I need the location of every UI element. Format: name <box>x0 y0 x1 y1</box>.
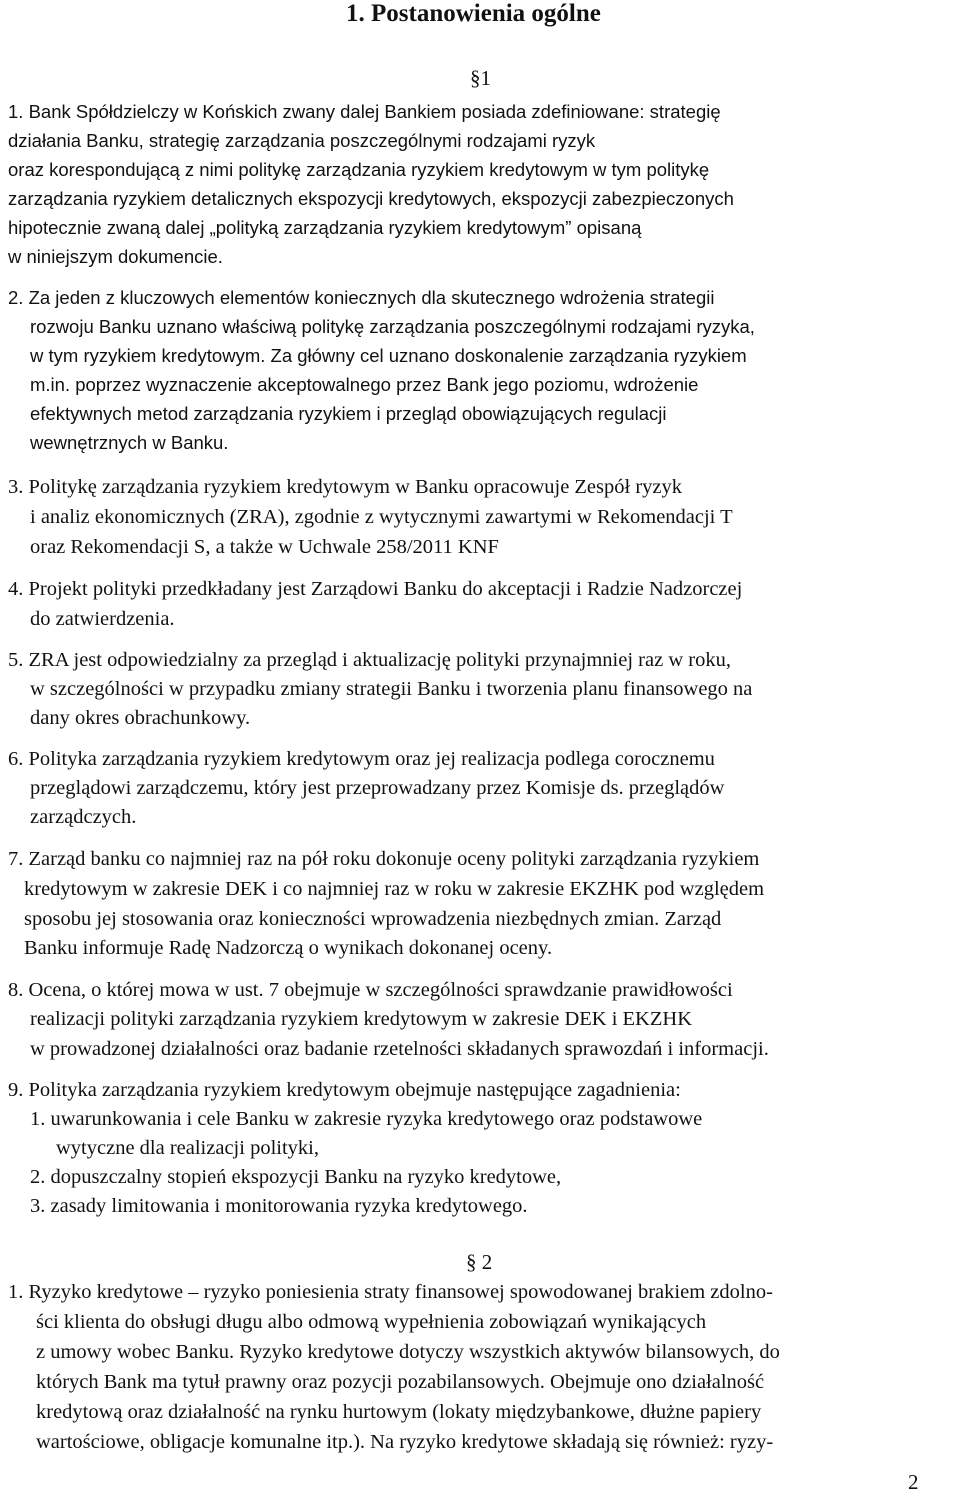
paragraph-line: hipotecznie zwaną dalej „polityką zarządzania ryzykiem kredytowym” opisaną <box>8 217 642 238</box>
paragraph-line: do zatwierdzenia. <box>30 608 175 630</box>
section-1-heading: §1 <box>470 66 491 90</box>
paragraph-line: Banku informuje Radę Nadzorczą o wynikach dokonanej oceny. <box>24 937 553 959</box>
paragraph-line: 1. Bank Spółdzielczy w Końskich zwany dalej Bankiem posiada zdefiniowane: strategię <box>8 101 721 122</box>
paragraph-line: kredytową oraz działalność na rynku hurtowym (lokaty międzybankowe, dłużne papiery <box>36 1401 762 1423</box>
paragraph-line: 9. Polityka zarządzania ryzykiem kredytowym obejmuje następujące zagadnienia: <box>8 1079 681 1101</box>
paragraph-line: 8. Ocena, o której mowa w ust. 7 obejmuje w szczególności sprawdzanie prawidłowości <box>8 979 733 1001</box>
paragraph-line: 1. Ryzyko kredytowe – ryzyko poniesienia straty finansowej spowodowanej brakiem zdolno- <box>8 1281 773 1303</box>
paragraph-line: i analiz ekonomicznych (ZRA), zgodnie z wytycznymi zawartymi w Rekomendacji T <box>30 506 733 528</box>
list-item: 2. dopuszczalny stopień ekspozycji Banku na ryzyko kredytowe, <box>30 1166 562 1188</box>
paragraph-line: przeglądowi zarządczemu, który jest przeprowadzany przez Komisje ds. przeglądów <box>30 777 725 799</box>
page-title: 1. Postanowienia ogólne <box>346 0 601 27</box>
section-2-heading: § 2 <box>466 1250 493 1274</box>
paragraph-line: ści klienta do obsługi długu albo odmową wypełnienia zobowiązań wynikających <box>36 1311 707 1333</box>
paragraph-line: 3. Politykę zarządzania ryzykiem kredytowym w Banku opracowuje Zespół ryzyk <box>8 476 683 498</box>
paragraph-line: 4. Projekt polityki przedkładany jest Zarządowi Banku do akceptacji i Radzie Nadzorczej <box>8 578 743 600</box>
paragraph-line: kredytowym w zakresie DEK i co najmniej raz w roku w zakresie EKZHK pod względem <box>24 878 765 900</box>
list-item-continuation: wytyczne dla realizacji polityki, <box>56 1137 319 1159</box>
paragraph-line: w tym ryzykiem kredytowym. Za główny cel uznano doskonalenie zarządzania ryzykiem <box>30 345 747 366</box>
paragraph-line: 2. Za jeden z kluczowych elementów koniecznych dla skutecznego wdrożenia strategii <box>8 287 715 308</box>
list-item: 3. zasady limitowania i monitorowania ryzyka kredytowego. <box>30 1195 528 1217</box>
paragraph-line: sposobu jej stosowania oraz konieczności wprowadzenia niezbędnych zmian. Zarząd <box>24 908 722 930</box>
page-number: 2 <box>908 1470 919 1494</box>
paragraph-line: oraz Rekomendacji S, a także w Uchwale 258/2011 KNF <box>30 536 499 558</box>
paragraph-line: efektywnych metod zarządzania ryzykiem i przegląd obowiązujących regulacji <box>30 403 667 424</box>
paragraph-line: zarządzania ryzykiem detalicznych ekspozycji kredytowych, ekspozycji zabezpieczonych <box>8 188 734 209</box>
paragraph-line: realizacji polityki zarządzania ryzykiem kredytowym w zakresie DEK i EKZHK <box>30 1008 692 1030</box>
paragraph-line: zarządczych. <box>30 806 137 828</box>
paragraph-line: wartościowe, obligacje komunalne itp.). Na ryzyko kredytowe składają się również: ryzy- <box>36 1431 774 1453</box>
paragraph-line: w szczególności w przypadku zmiany strategii Banku i tworzenia planu finansowego na <box>30 678 753 700</box>
paragraph-line: których Bank ma tytuł prawny oraz pozycji pozabilansowych. Obejmuje ono działalność <box>36 1371 765 1393</box>
paragraph-line: wewnętrznych w Banku. <box>30 432 229 453</box>
paragraph-line: rozwoju Banku uznano właściwą politykę zarządzania poszczególnymi rodzajami ryzyka, <box>30 316 755 337</box>
paragraph-line: działania Banku, strategię zarządzania poszczególnymi rodzajami ryzyk <box>8 130 596 151</box>
paragraph-line: w niniejszym dokumencie. <box>8 246 223 267</box>
paragraph-line: 5. ZRA jest odpowiedzialny za przegląd i aktualizację polityki przynajmniej raz w roku, <box>8 649 731 671</box>
paragraph-line: m.in. poprzez wyznaczenie akceptowalnego przez Bank jego poziomu, wdrożenie <box>30 374 699 395</box>
paragraph-line: dany okres obrachunkowy. <box>30 707 251 729</box>
paragraph-line: oraz korespondującą z nimi politykę zarządzania ryzykiem kredytowym w tym politykę <box>8 159 710 180</box>
paragraph-line: 7. Zarząd banku co najmniej raz na pół roku dokonuje oceny polityki zarządzania ryzykiem <box>8 848 760 870</box>
paragraph-line: w prowadzonej działalności oraz badanie rzetelności składanych sprawozdań i informacji. <box>30 1038 769 1060</box>
list-item: 1. uwarunkowania i cele Banku w zakresie ryzyka kredytowego oraz podstawowe <box>30 1108 703 1130</box>
paragraph-line: z umowy wobec Banku. Ryzyko kredytowe dotyczy wszystkich aktywów bilansowych, do <box>36 1341 780 1363</box>
paragraph-line: 6. Polityka zarządzania ryzykiem kredytowym oraz jej realizacja podlega corocznemu <box>8 748 715 770</box>
